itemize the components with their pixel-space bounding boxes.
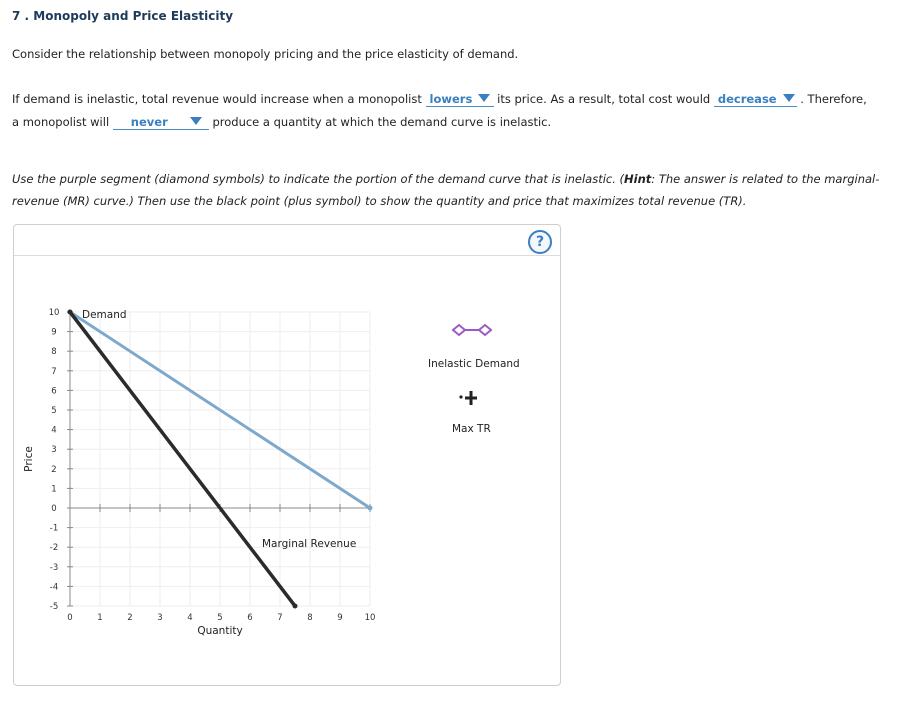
question-title: 7 . Monopoly and Price Elasticity xyxy=(12,9,234,23)
instructions-line-1 xyxy=(12,172,879,186)
help-icon[interactable]: ? xyxy=(528,230,552,254)
x-tick-label: 2 xyxy=(127,613,133,623)
y-tick-label: -5 xyxy=(49,602,59,612)
sentence-part-4: a monopolist will xyxy=(12,115,110,129)
x-tick-label: 9 xyxy=(337,613,343,623)
chevron-down-icon xyxy=(783,94,795,102)
y-tick-label: 9 xyxy=(51,327,57,338)
x-tick-label: 6 xyxy=(247,613,253,623)
instructions-text-a: Use the purple segment (diamond symbols) to indicate the portion of the demand curve that is inelastic. ( xyxy=(12,172,625,186)
instructions-line-2: revenue (MR) curve.) Then use the black point (plus symbol) to show the quantity and price that maximizes total revenue (TR). xyxy=(12,194,747,208)
question-intro: Consider the relationship between monopoly pricing and the price elasticity of demand. xyxy=(12,47,519,61)
y-tick-label: 2 xyxy=(51,464,57,475)
price-direction-dropdown[interactable] xyxy=(426,92,494,107)
chevron-down-icon xyxy=(190,117,202,125)
x-tick-label: 10 xyxy=(364,613,376,623)
price-direction-value: lowers xyxy=(429,92,473,106)
marginal-revenue-curve xyxy=(70,312,295,606)
sentence-part-3: . Therefore, xyxy=(800,92,867,106)
point-handle-icon xyxy=(459,395,462,398)
y-tick-label: -3 xyxy=(49,562,59,573)
demand-point xyxy=(368,506,373,511)
sentence-line-1 xyxy=(12,92,867,107)
y-tick-label: 1 xyxy=(51,484,57,495)
y-tick-label: -4 xyxy=(49,582,59,593)
chevron-down-icon xyxy=(478,94,490,102)
marginal-revenue-label: Marginal Revenue xyxy=(262,538,357,551)
x-tick-label: 3 xyxy=(157,613,163,623)
demand-label: Demand xyxy=(82,308,127,321)
x-tick-label: 7 xyxy=(277,613,283,623)
monopolist-will-dropdown[interactable] xyxy=(113,115,209,130)
legend-inelastic-label: Inelastic Demand xyxy=(428,358,520,370)
x-tick-label: 0 xyxy=(67,613,73,623)
y-tick-label: 5 xyxy=(51,406,57,416)
y-tick-label: -2 xyxy=(49,543,59,554)
x-tick-label: 1 xyxy=(97,613,103,623)
total-cost-value: decrease xyxy=(717,92,777,106)
legend-maxtr-label: Max TR xyxy=(452,423,491,435)
y-tick-label: 3 xyxy=(51,445,57,456)
y-tick-label: 8 xyxy=(51,347,57,358)
marginal-revenue-point xyxy=(293,604,298,609)
marginal-revenue-point xyxy=(68,310,73,315)
y-tick-label: 7 xyxy=(51,366,57,377)
chart[interactable] xyxy=(14,225,560,685)
y-tick-label: 10 xyxy=(48,308,60,318)
x-tick-label: 8 xyxy=(307,613,313,623)
sentence-line-2 xyxy=(12,115,551,130)
diamond-icon[interactable] xyxy=(453,325,465,335)
sentence-part-2: its price. As a result, total cost would xyxy=(497,92,711,106)
y-tick-label: 0 xyxy=(51,504,57,514)
total-cost-dropdown[interactable] xyxy=(714,92,797,107)
sentence-part-5: produce a quantity at which the demand curve is inelastic. xyxy=(212,115,552,129)
x-tick-label: 5 xyxy=(217,613,223,623)
instructions-hint: Hint xyxy=(624,172,652,186)
y-axis-label: Price xyxy=(23,446,35,472)
graph-panel xyxy=(13,224,561,686)
y-tick-label: 6 xyxy=(51,386,57,397)
diamond-icon[interactable] xyxy=(479,325,491,335)
x-axis-label: Quantity xyxy=(197,625,243,637)
monopolist-will-value: never xyxy=(130,115,168,129)
x-tick-label: 4 xyxy=(187,613,193,623)
instructions-text-b: : The answer is related to the marginal- xyxy=(651,172,880,186)
y-tick-label: -1 xyxy=(49,523,59,534)
plus-icon[interactable] xyxy=(465,397,477,400)
sentence-part-1: If demand is inelastic, total revenue would increase when a monopolist xyxy=(12,92,422,106)
y-tick-label: 4 xyxy=(51,425,57,436)
